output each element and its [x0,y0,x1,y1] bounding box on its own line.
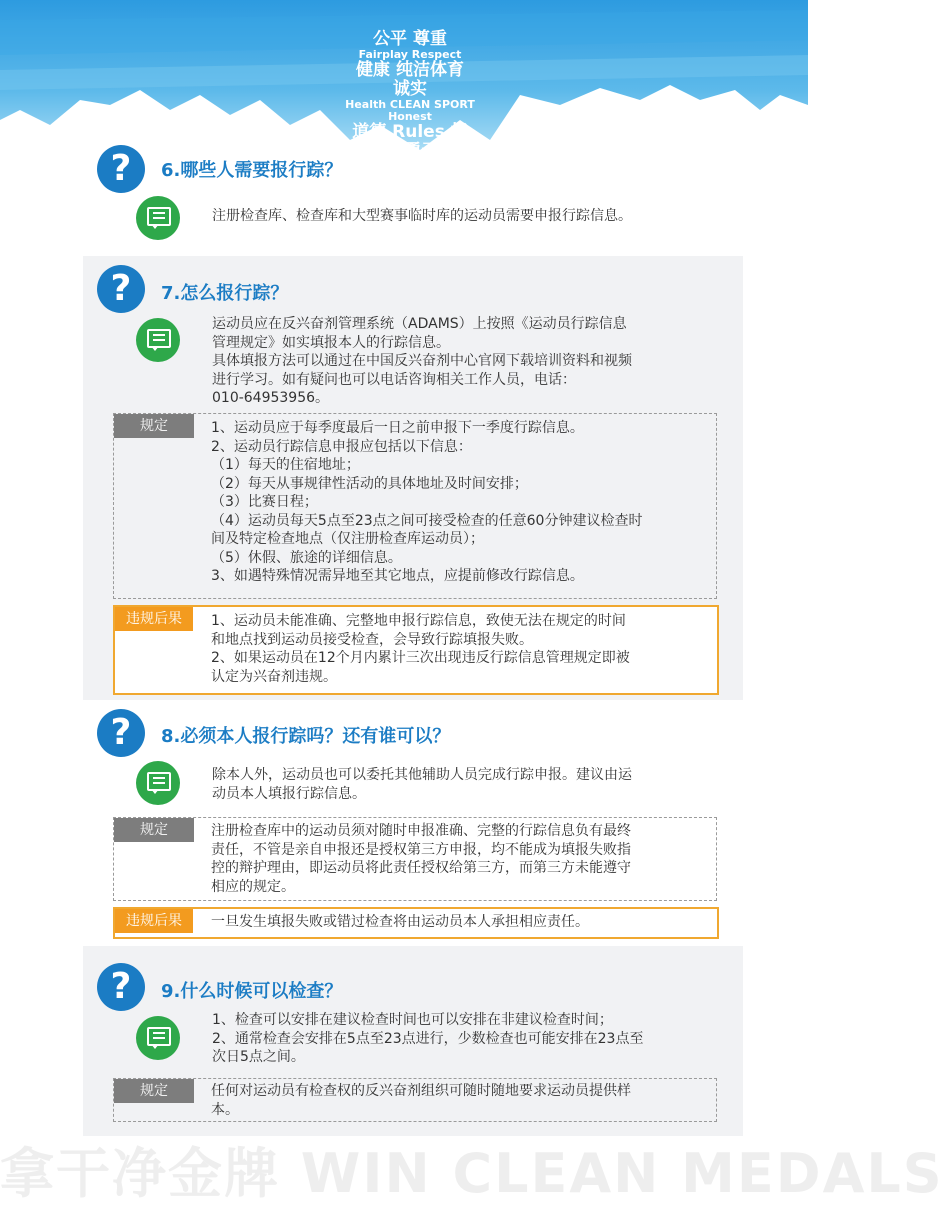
consequence-label: 违规后果 [115,607,193,631]
logo-word-cloud: 公平 尊重 Fairplay Respect 健康 纯洁体育 诚实 Health CLEAN SPORT Honest 道德 Rules 规则 勇于 [345,29,475,161]
question-title: 6.哪些人需要报行踪？ [161,160,343,181]
speech-bubble-icon [136,761,180,805]
rule-label: 规定 [114,1079,194,1103]
logo-title-en: WIN CLEAN MEDALS [345,192,475,203]
answer-text: 注册检查库、检查库和大型赛事临时库的运动员需要申报行踪信息。 [212,208,632,224]
rule-label: 规定 [114,818,194,842]
speech-bubble-icon [136,318,180,362]
rule-text: 注册检查库中的运动员须对随时申报准确、完整的行踪信息负有最终 责任，不管是亲自申报还是授权第三方申报，均不能成为填报失败指 控的辩护理由，即运动员将此责任授权给第三方，而第三方未能遵守 相应的规定。 [211,823,631,895]
speech-bubble-icon [136,1016,180,1060]
rule-text: 1、运动员应于每季度最后一日之前申报下一季度行踪信息。 2、运动员行踪信息申报应包括以下信息： （1）每天的住宿地址； （2）每天从事规律性活动的具体地址及时间安排； （3）比赛日程； （4）运动员每天5点至23点之间可接受检查的任意60分钟建议检查时 间及特定检查地点（仅注册检查库运动员）； （5）休假、旅途的详细信息。 3、如遇特殊情况需异地至其它地点，应提前修改行踪信息。 [211,420,643,584]
question-mark-icon: ? [97,709,145,757]
question-mark-icon: ? [97,145,145,193]
consequence-text: 一旦发生填报失败或错过检查将由运动员本人承担相应责任。 [211,914,589,930]
question-title: 7.怎么报行踪？ [161,283,289,304]
answer-text: 除本人外，运动员也可以委托其他辅助人员完成行踪申报。建议由运 动员本人填报行踪信息。 [212,767,632,802]
consequence-box [113,907,719,939]
speech-bubble-icon [136,196,180,240]
consequence-text: 1、运动员未能准确、完整地申报行踪信息，致使无法在规定的时间 和地点找到运动员接受检查，会导致行踪填报失败。 2、如果运动员在12个月内累计三次出现违反行踪信息管理规定即被 认定为兴奋剂违规。 [211,613,630,685]
question-title: 8.必须本人报行踪吗？还有谁可以？ [161,726,451,747]
rule-box [113,1078,717,1122]
question-mark-icon: ? [97,265,145,313]
rule-box [113,817,717,901]
win-clean-medals-logo [345,29,475,203]
answer-text: 1、检查可以安排在建议检查时间也可以安排在非建议检查时间； 2、通常检查会安排在5点至23点进行，少数检查也可能安排在23点至 次日5点之间。 [212,1012,644,1065]
question-title: 9.什么时候可以检查？ [161,981,343,1002]
rule-box [113,413,717,599]
rule-label: 规定 [114,414,194,438]
consequence-label: 违规后果 [115,909,193,933]
rule-text: 任何对运动员有检查权的反兴奋剂组织可随时随地要求运动员提供样 本。 [211,1083,631,1118]
footer-watermark: 拿干净金牌 WIN CLEAN MEDALS [0,1142,944,1205]
answer-text: 运动员应在反兴奋剂管理系统（ADAMS）上按照《运动员行踪信息 管理规定》如实填报本人的行踪信息。 具体填报方法可以通过在中国反兴奋剂中心官网下载培训资料和视频 进行学习。如有疑问也可以电话咨询相关工作人员，电话： 010-64953956。 [212,316,632,406]
question-mark-icon: ? [97,963,145,1011]
consequence-box [113,605,719,695]
logo-title-cn: 拿干净金牌 [362,172,458,192]
